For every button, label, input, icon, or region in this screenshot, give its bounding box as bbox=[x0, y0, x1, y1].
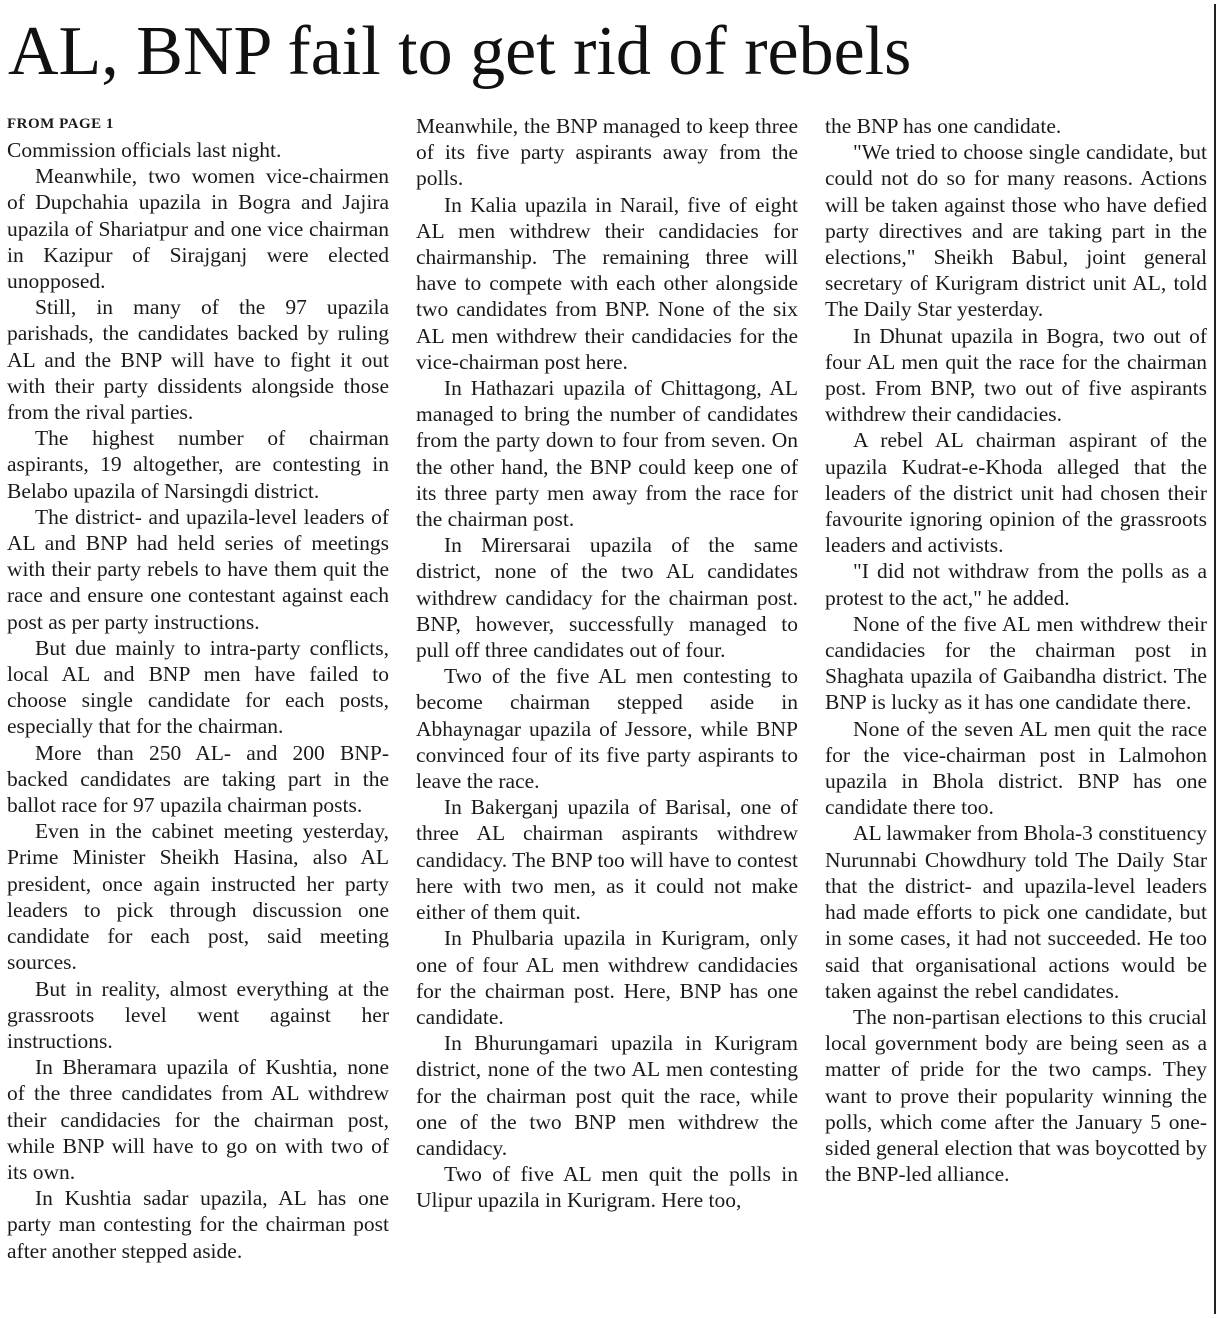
paragraph: Meanwhile, the BNP managed to keep three of its five party aspirants away from the polls. bbox=[416, 114, 798, 191]
paragraph: Two of the five AL men contesting to become chairman stepped aside in Abhaynagar upazila of Jessore, while BNP convinced four of its five party aspirants to leave the race. bbox=[416, 664, 798, 794]
paragraph: The non-partisan elections to this crucial local government body are being seen as a matter of pride for the two camps. They want to prove their popularity winning the polls, which come after the January 5 one-sided general election that was boycotted by the BNP-led alliance. bbox=[825, 1004, 1207, 1187]
paragraph: Two of five AL men quit the polls in Ulipur upazila in Kurigram. Here too, bbox=[416, 1162, 798, 1213]
column-rule bbox=[1214, 4, 1216, 1314]
paragraph: "We tried to choose single candidate, but could not do so for many reasons. Actions will be taken against those who have defied party directives and are taking part in the elections," Sheikh Babul, joint general secretary of Kurigram district unit AL, told The Daily Star yesterday. bbox=[825, 140, 1207, 322]
paragraph: But due mainly to intra-party conflicts, local AL and BNP men have failed to choose single candidate for each posts, especially that for the chairman. bbox=[7, 635, 389, 739]
paragraph: Still, in many of the 97 upazila parishads, the candidates backed by ruling AL and the BNP will have to fight it out with their party dissidents alongside those from the rival parties. bbox=[7, 295, 389, 425]
paragraph: In Kushtia sadar upazila, AL has one party man contesting for the chairman post after another stepped aside. bbox=[7, 1186, 389, 1263]
paragraph: In Bhurungamari upazila in Kurigram district, none of the two AL men contesting for the chairman post quit the race, while one of the two BNP men withdrew the candidacy. bbox=[416, 1031, 798, 1160]
paragraph: In Mirersarai upazila of the same district, none of the two AL candidates withdrew candidacy for the chairman post. BNP, however, successfully managed to pull off three candidates out of four. bbox=[416, 533, 798, 663]
column-1 bbox=[7, 113, 389, 1313]
paragraph: Commission officials last night. bbox=[7, 138, 282, 162]
paragraph: In Kalia upazila in Narail, five of eight AL men withdrew their candidacies for chairmanship. The remaining three will have to compete with each other alongside two candidates from BNP. None of the six AL men withdrew their candidacies for the vice-chairman post here. bbox=[416, 192, 798, 374]
paragraph: None of the five AL men withdrew their candidacies for the chairman post in Shaghata upazila of Gaibandha district. The BNP is lucky as it has one candidate there. bbox=[825, 611, 1207, 715]
paragraph: the BNP has one candidate. bbox=[825, 114, 1062, 138]
paragraph: "I did not withdraw from the polls as a protest to the act," he added. bbox=[825, 559, 1207, 610]
paragraph: AL lawmaker from Bhola-3 constituency Nurunnabi Chowdhury told The Daily Star that the district- and upazila-level leaders had made efforts to pick one candidate, but in some cases, it had not succeeded. He too said that organisational actions would be taken against the rebel candidates. bbox=[825, 821, 1207, 1003]
paragraph: More than 250 AL- and 200 BNP-backed candidates are taking part in the ballot race for 97 upazila chairman posts. bbox=[7, 740, 389, 818]
paragraph: The district- and upazila-level leaders of AL and BNP had held series of meetings with their party rebels to have them quit the race and ensure one contestant against each post as per party instructions. bbox=[7, 504, 389, 634]
paragraph: In Bheramara upazila of Kushtia, none of the three candidates from AL withdrew their candidacies for the chairman post, while BNP will have to go on with two of its own. bbox=[7, 1055, 389, 1184]
paragraph: In Phulbaria upazila in Kurigram, only one of four AL men withdrew candidacies for the chairman post. Here, BNP has one candidate. bbox=[416, 926, 798, 1029]
headline: AL, BNP fail to get rid of rebels bbox=[8, 13, 912, 90]
column-3 bbox=[825, 113, 1207, 1313]
paragraph: In Dhunat upazila in Bogra, two out of four AL men quit the race for the chairman post. From BNP, two out of five aspirants withdrew their candidacies. bbox=[825, 323, 1207, 427]
paragraph: The highest number of chairman aspirants, 19 altogether, are contesting in Belabo upazila of Narsingdi district. bbox=[7, 426, 389, 503]
jump-line: FROM PAGE 1 bbox=[7, 116, 114, 132]
paragraph: In Bakerganj upazila of Barisal, one of three AL chairman aspirants withdrew candidacy. The BNP too will have to contest here with two men, as it could not make either of them quit. bbox=[416, 795, 798, 925]
paragraph: But in reality, almost everything at the grassroots level went against her instructions. bbox=[7, 976, 389, 1053]
paragraph: In Hathazari upazila of Chittagong, AL managed to bring the number of candidates from the party down to four from seven. On the other hand, the BNP could keep one of its three party men away from the race for the chairman post. bbox=[416, 376, 798, 532]
column-2 bbox=[416, 113, 798, 1313]
paragraph: Even in the cabinet meeting yesterday, Prime Minister Sheikh Hasina, also AL president, once again instructed her party leaders to pick through discussion one candidate for each post, said meeting sources. bbox=[7, 819, 389, 975]
paragraph: A rebel AL chairman aspirant of the upazila Kudrat-e-Khoda alleged that the leaders of the district unit had chosen their favourite ignoring opinion of the grassroots leaders and activists. bbox=[825, 428, 1207, 558]
paragraph: None of the seven AL men quit the race for the vice-chairman post in Lalmohon upazila in Bhola district. BNP has one candidate there too. bbox=[825, 716, 1207, 820]
paragraph: Meanwhile, two women vice-chairmen of Dupchahia upazila in Bogra and Jajira upazila of Shariatpur and one vice chairman in Kazipur of Sirajganj were elected unopposed. bbox=[7, 164, 389, 294]
